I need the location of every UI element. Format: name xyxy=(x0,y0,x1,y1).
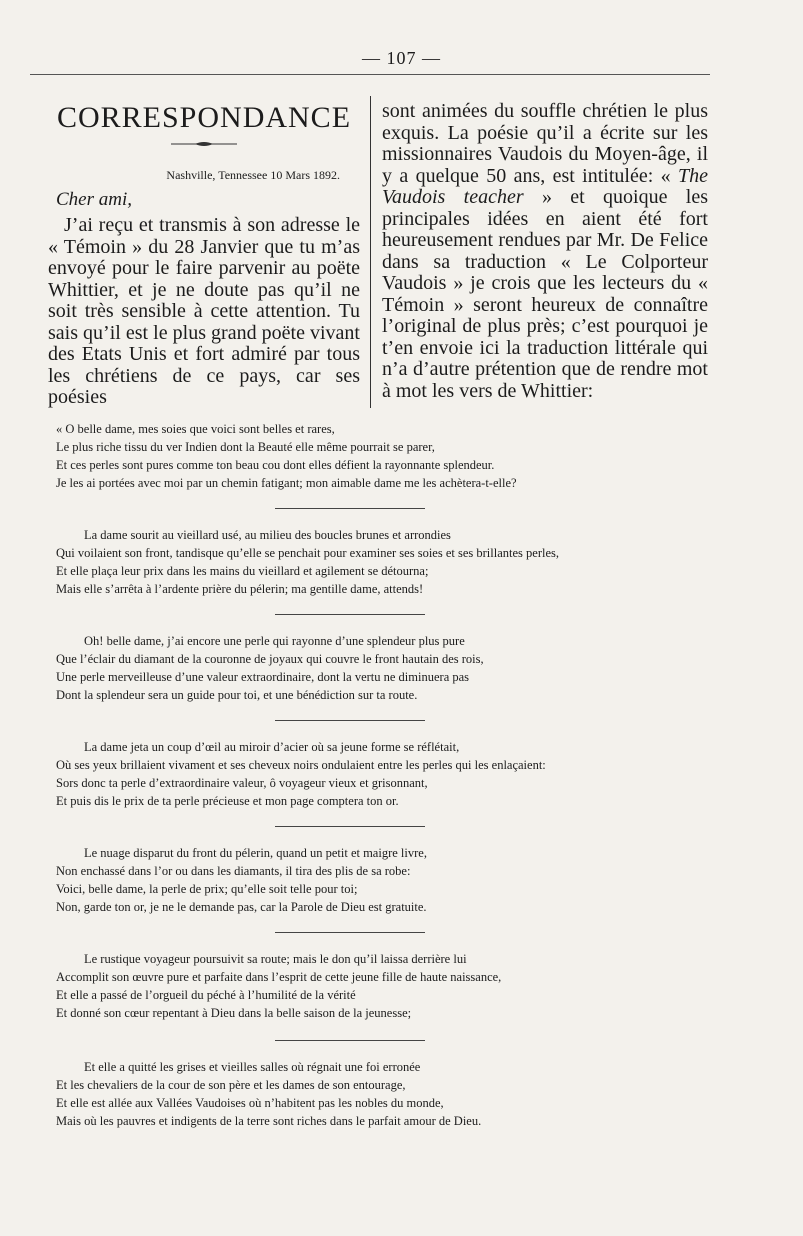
salutation: Cher ami, xyxy=(56,189,132,210)
dateline: Nashville, Tennessee 10 Mars 1892. xyxy=(166,168,340,182)
verse-line: Où ses yeux brillaient vivament et ses cheveux noirs ondulaient entre les perles qui les enlaçaient: xyxy=(56,758,546,772)
stanza xyxy=(56,526,696,598)
stanza xyxy=(56,632,696,704)
stanza xyxy=(56,420,696,492)
verse-line: Le plus riche tissu du ver Indien dont la Beauté elle même pourrait se parer, xyxy=(56,440,435,454)
verse-line: Non enchassé dans l’or ou dans les diamants, il tira des plis de sa robe: xyxy=(56,864,411,878)
verse-line: Sors donc ta perle d’extraordinaire valeur, ô voyageur vieux et grisonnant, xyxy=(56,776,428,790)
verse-line: La dame jeta un coup d’œil au miroir d’acier où sa jeune forme se réflétait, xyxy=(84,740,460,754)
verse-line: Et elle a passé de l’orgueil du péché à l’humilité de la vérité xyxy=(56,988,356,1002)
verse-line: Mais où les pauvres et indigents de la terre sont riches dans le parfait amour de Dieu. xyxy=(56,1114,482,1128)
verse-line: Qui voilaient son front, tandisque qu’elle se penchait pour examiner ses soies et ses brillantes perles, xyxy=(56,546,559,560)
column-divider xyxy=(370,96,371,408)
verse-line: Accomplit son œuvre pure et parfaite dans l’esprit de cette jeune fille de haute naissance, xyxy=(56,970,502,984)
poem-title: The Vaudois teacher xyxy=(382,164,708,208)
verse-line: Dont la splendeur sera un guide pour toi, et une bénédiction sur ta route. xyxy=(56,688,418,702)
verse-line: Le rustique voyageur poursuivit sa route; mais le don qu’il laissa derrière lui xyxy=(84,952,467,966)
stanza-divider xyxy=(275,1040,425,1041)
verse-line: Le nuage disparut du front du pélerin, quand un petit et maigre livre, xyxy=(84,846,427,860)
verse-line: La dame sourit au vieillard usé, au milieu des boucles brunes et arrondies xyxy=(84,528,451,542)
stanza-divider xyxy=(275,826,425,827)
verse-line: Voici, belle dame, la perle de prix; qu’elle soit telle pour toi; xyxy=(56,882,358,896)
header-rule xyxy=(30,74,710,75)
letter-paragraph-right xyxy=(382,101,708,402)
verse-line: Et les chevaliers de la cour de son père et les dames de son entourage, xyxy=(56,1078,406,1092)
verse-line: Non, garde ton or, je ne le demande pas, car la Parole de Dieu est gratuite. xyxy=(56,900,427,914)
verse-line: Et puis dis le prix de ta perle précieuse et mon page comptera ton or. xyxy=(56,794,399,808)
verse-line: Je les ai portées avec moi par un chemin fatigant; mon aimable dame me les achètera-t-elle? xyxy=(56,476,517,490)
section-heading: CORRESPONDANCE xyxy=(56,101,352,134)
stanza xyxy=(56,844,696,916)
stanza xyxy=(56,1058,696,1130)
stanza xyxy=(56,738,696,810)
letter-paragraph-left: J’ai reçu et transmis à son adresse le « Témoin » du 28 Janvier que tu m’as envoyé pour le faire parvenir au poëte Whittier, et je ne doute pas qu’il ne soit très sensible à cette attention. Tu sais qu’il est le plus grand poëte vivant des Etats Unis et fort admiré par tous les chrétiens de ce pays, car ses poésies xyxy=(48,214,360,408)
verse-line: Et elle plaça leur prix dans les mains du vieillard et agilement se détourna; xyxy=(56,564,429,578)
ornament-icon xyxy=(169,140,239,148)
right-column xyxy=(382,98,708,402)
verse-line: Mais elle s’arrêta à l’ardente prière du pélerin; ma gentille dame, attends! xyxy=(56,582,424,596)
verse-line: Et elle est allée aux Vallées Vaudoises où n’habitent pas les nobles du monde, xyxy=(56,1096,444,1110)
left-column xyxy=(48,98,360,409)
verse-line: Oh! belle dame, j’ai encore une perle qui rayonne d’une splendeur plus pure xyxy=(84,634,465,648)
page-number: — 107 — xyxy=(362,48,441,68)
verse-line: Et ces perles sont pures comme ton beau cou dont elles défient la rayonnante splendeur. xyxy=(56,458,495,472)
stanza-divider xyxy=(275,614,425,615)
paragraph-text-start: sont animées du souffle chrétien le plus exquis. La poésie qu’il a écrite sur les missionnaires Vaudois du Moyen-âge, il y a quelque 50 ans, est intitulée: « xyxy=(382,100,708,187)
verse-line: Et elle a quitté les grises et vieilles salles où régnait une foi erronée xyxy=(84,1060,421,1074)
paragraph-text-end: » et quoique les principales idées en aient été fort heureusement rendues par Mr. De Felice dans sa traduction « Le Colporteur Vaudois » je crois que les lecteurs du « Témoin » seront heureux de connaître l’original de plus près; c’est pourquoi je t’en envoie ici la traduction littérale qui n’a d’autre prétention que de rendre mot à mot les vers de Whittier: xyxy=(382,186,708,402)
verse-line: Une perle merveilleuse d’une valeur extraordinaire, dont la vertu ne diminuera pas xyxy=(56,670,470,684)
verse-line: « O belle dame, mes soies que voici sont belles et rares, xyxy=(56,422,335,436)
verse-line: Et donné son cœur repentant à Dieu dans la belle saison de la jeunesse; xyxy=(56,1006,412,1020)
stanza xyxy=(56,950,696,1022)
stanza-divider xyxy=(275,932,425,933)
stanza-divider xyxy=(275,508,425,509)
stanza-divider xyxy=(275,720,425,721)
verse-line: Que l’éclair du diamant de la couronne de joyaux qui couvre le front hautain des rois, xyxy=(56,652,484,666)
